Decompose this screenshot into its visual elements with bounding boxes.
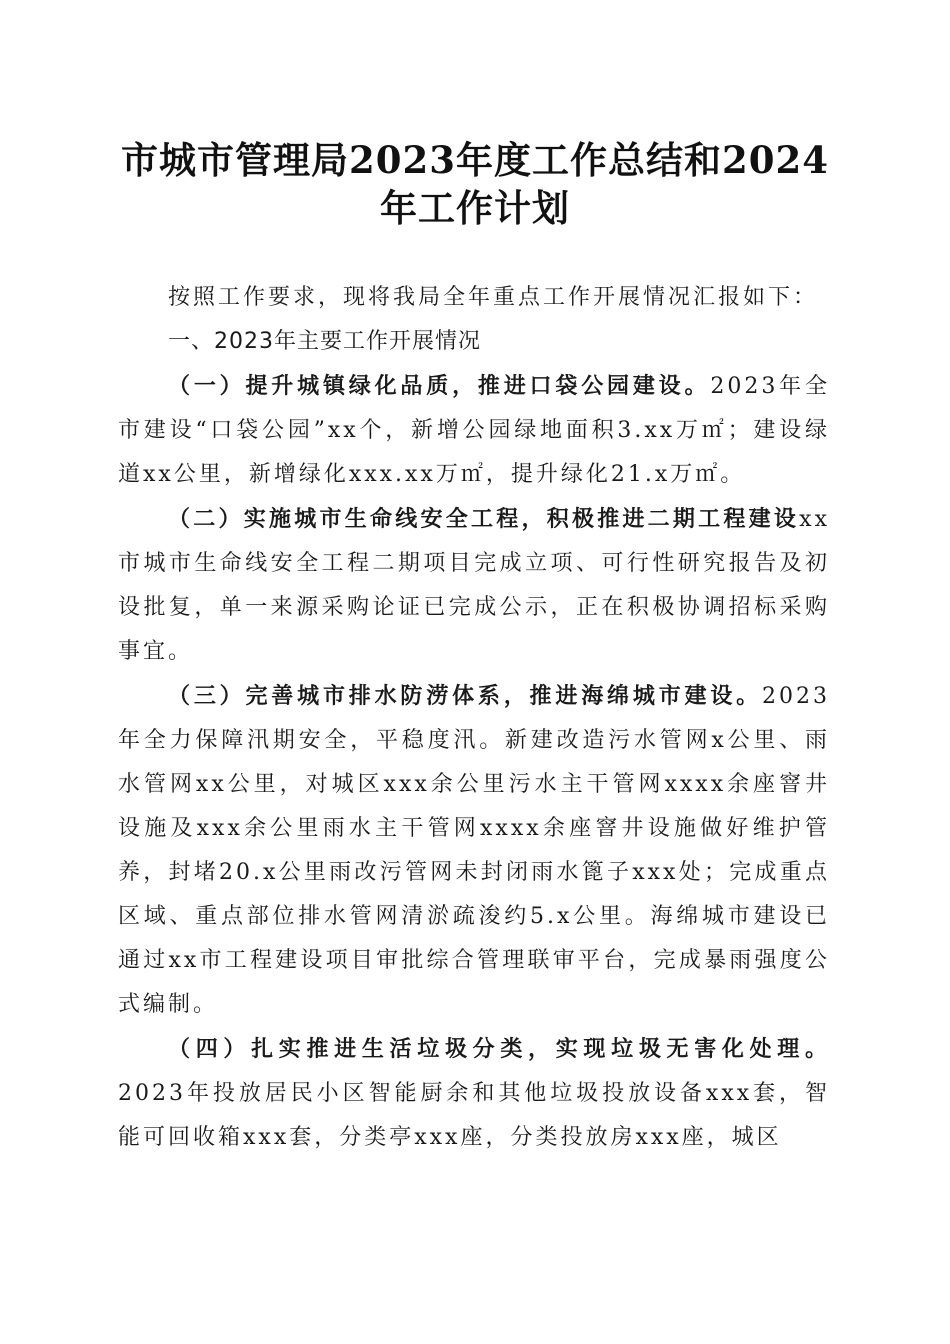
paragraph-item-2 xyxy=(118,497,830,674)
document-title: 市城市管理局2023年度工作总结和2024年工作计划 xyxy=(121,138,829,230)
item-text: 2023年全市建设“口袋公园”xx个，新增公园绿地面积3.xx万㎡；建设绿道xx公里，新增绿化xxx.xx万㎡，提升绿化21.x万㎡。 xyxy=(118,374,830,487)
document-body xyxy=(118,276,830,1160)
item-text: 2023年全力保障汛期安全，平稳度汛。新建改造污水管网x公里、雨水管网xx公里，对城区xxx余公里污水主干管网xxxx余座窨井设施及xxx余公里雨水主干管网xxxx余座窨井设施做好维护管养，封堵20.x公里雨改污管网未封闭雨水篦子xxx处；完成重点区域、重点部位排水管网清淤疏浚约5.x公里。海绵城市建设已通过xx市工程建设项目审批综合管理联审平台，完成暴雨强度公式编制。 xyxy=(118,684,830,1017)
item-heading: （二）实施城市生命线安全工程，积极推进二期工程建设 xyxy=(168,506,800,532)
item-heading: （一）提升城镇绿化品质，推进口袋公园建设。 xyxy=(168,373,711,399)
paragraph-item-3 xyxy=(118,674,830,1027)
intro-paragraph: 按照工作要求，现将我局全年重点工作开展情况汇报如下： xyxy=(168,285,819,310)
paragraph-item-4 xyxy=(118,1027,830,1160)
item-text: 2023年投放居民小区智能厨余和其他垃圾投放设备xxx套，智能可回收箱xxx套，分类亭xxx座，分类投放房xxx座，城区 xyxy=(118,1081,830,1150)
item-heading: （四）扎实推进生活垃圾分类，实现垃圾无害化处理。 xyxy=(168,1036,830,1062)
section-heading: 一、2023年主要工作开展情况 xyxy=(168,329,481,354)
item-heading: （三）完善城市排水防涝体系，推进海绵城市建设。 xyxy=(168,683,762,709)
paragraph-item-1 xyxy=(118,364,830,497)
item-text: xx市城市生命线安全工程二期项目完成立项、可行性研究报告及初设批复，单一来源采购论证已完成公示，正在积极协调招标采购事宜。 xyxy=(118,507,830,664)
